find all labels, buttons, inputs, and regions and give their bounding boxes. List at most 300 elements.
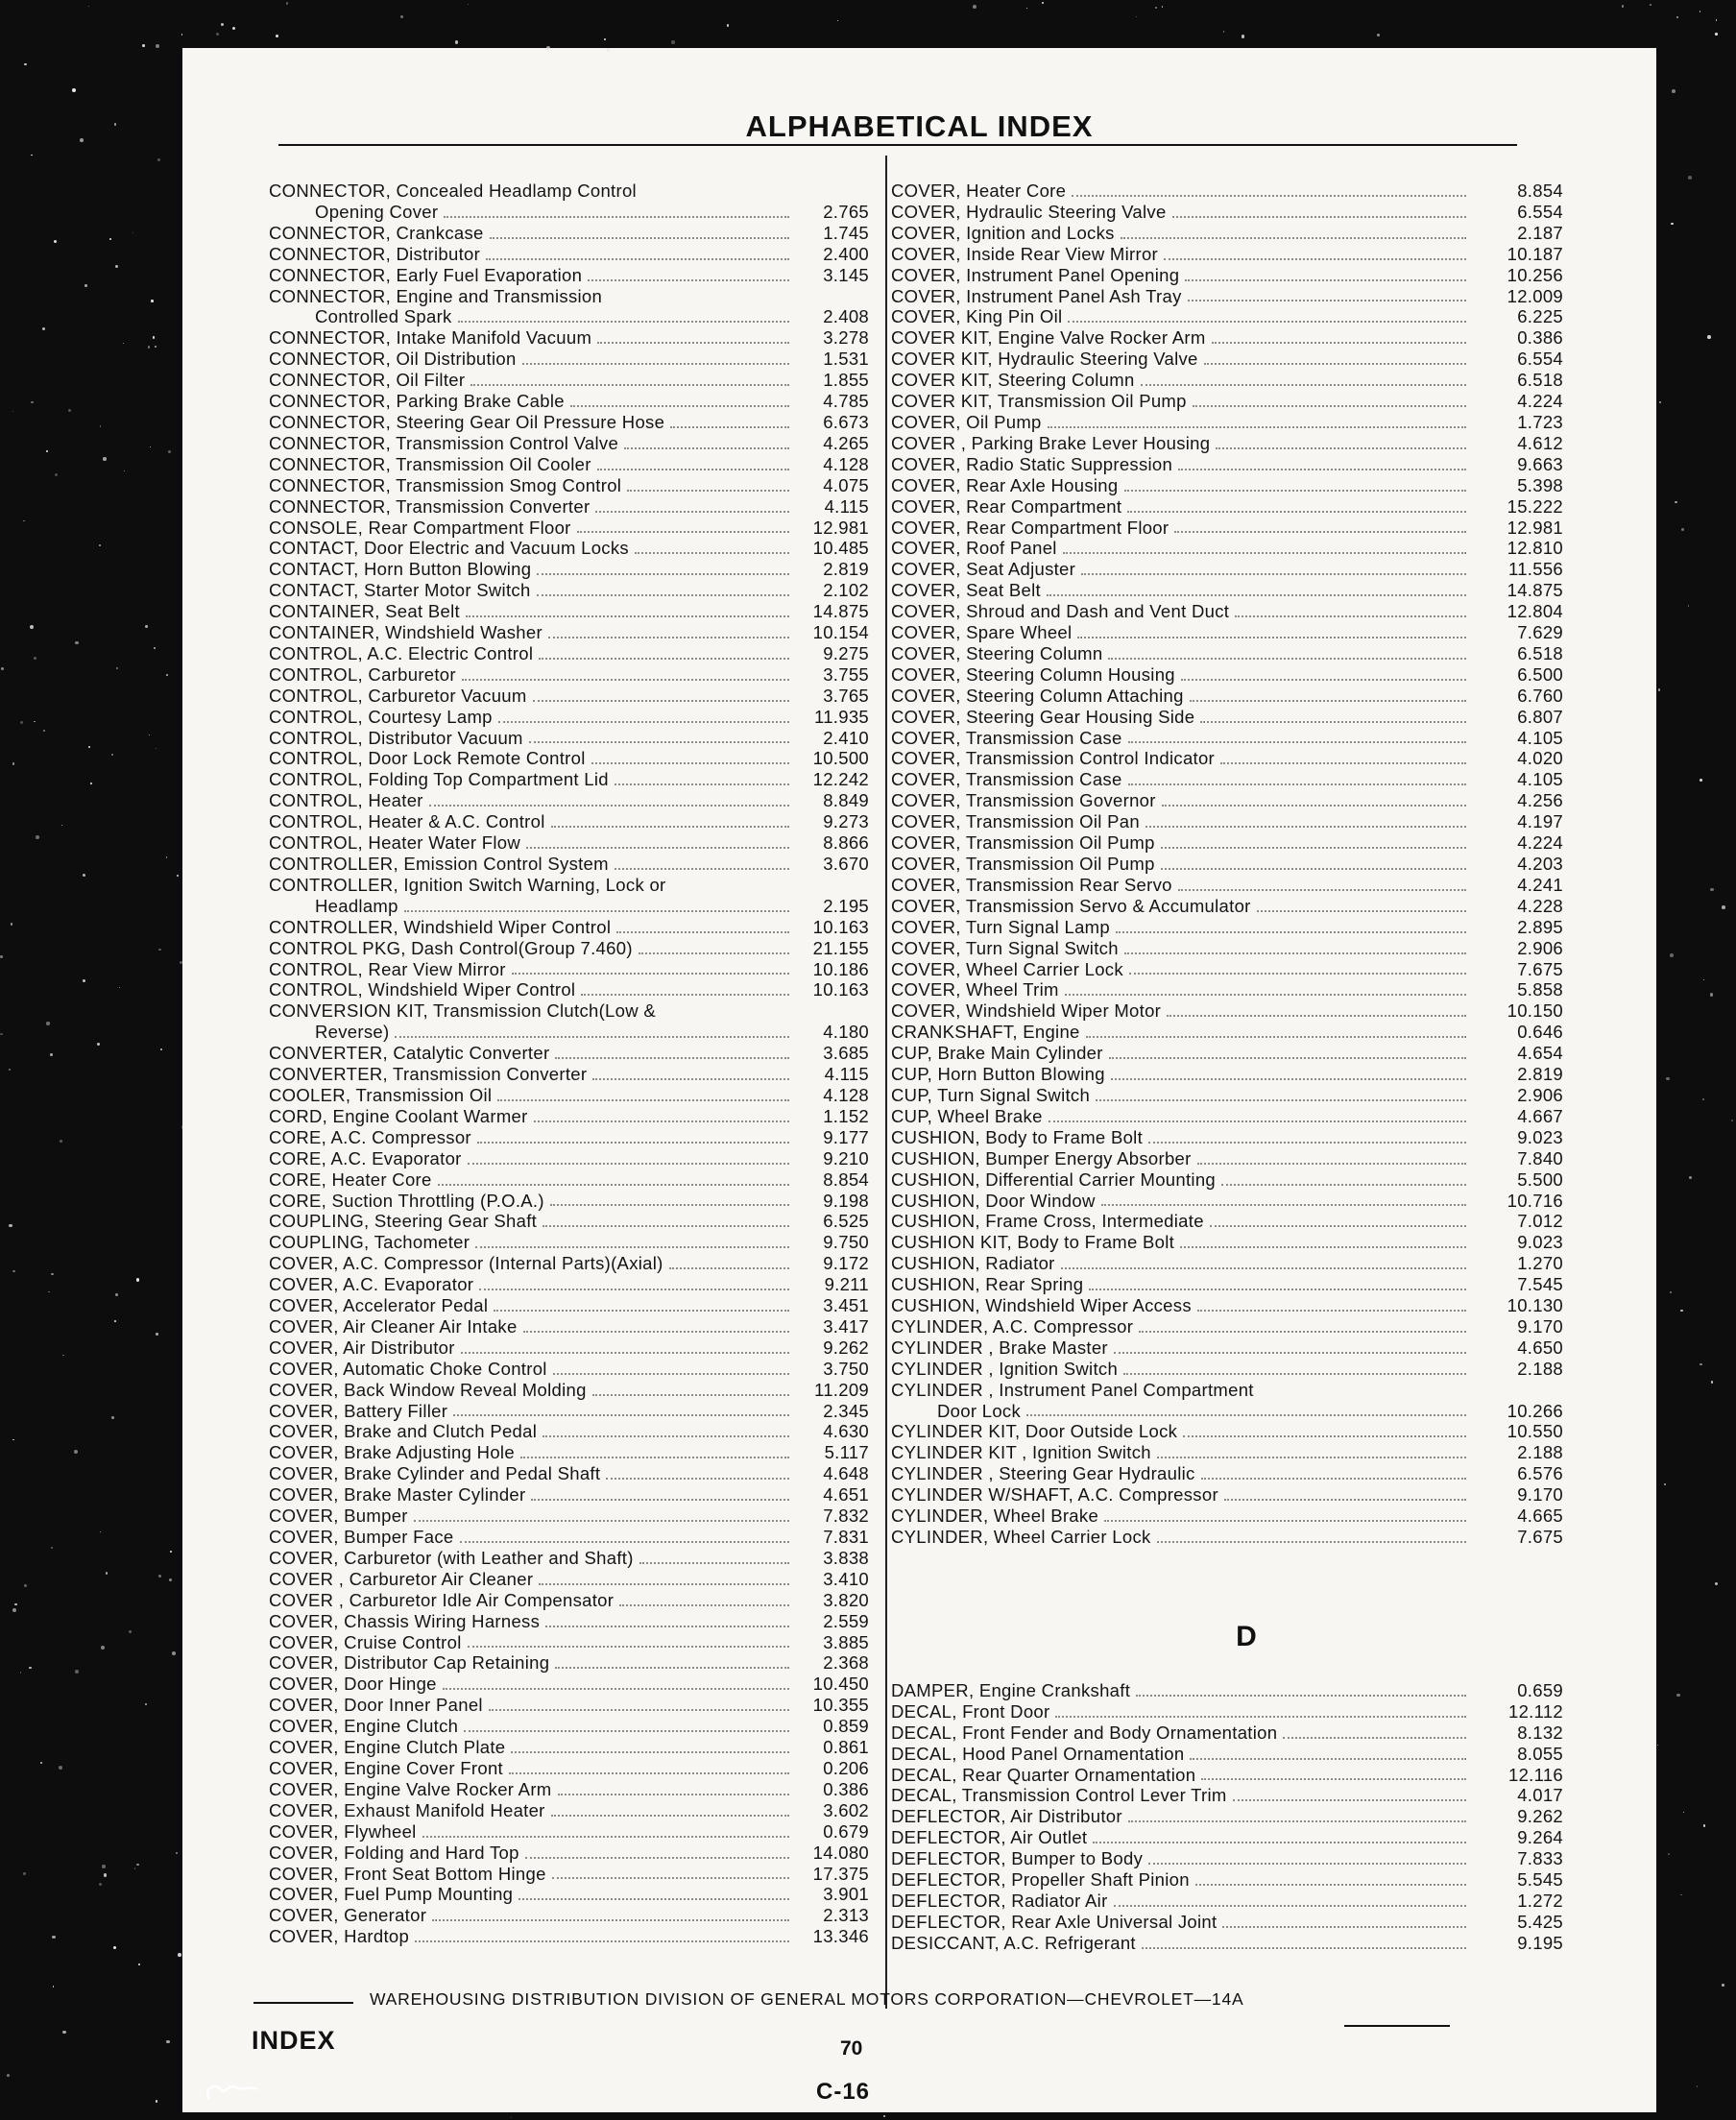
scan-speck (136, 1864, 139, 1867)
index-entry (891, 370, 1563, 391)
scan-speck (75, 1670, 79, 1674)
entry-reference: 7.831 (823, 1527, 869, 1547)
section-letter-d: D (1236, 1620, 1257, 1652)
scan-speck (1689, 1176, 1692, 1179)
entry-reference: 4.020 (1517, 748, 1563, 769)
entry-name: COVER, Shroud and Dash and Vent Duct (891, 601, 1230, 622)
scan-speck (60, 1140, 62, 1143)
entry-reference: 10.256 (1507, 264, 1563, 285)
index-entry (891, 1827, 1563, 1848)
entry-name: Reverse) (315, 1022, 390, 1043)
entry-reference: 4.228 (1517, 895, 1563, 916)
leader-dots (1116, 931, 1466, 933)
entry-reference: 6.673 (823, 411, 869, 432)
leader-dots (1183, 1435, 1466, 1437)
index-entry (891, 854, 1563, 875)
scan-speck (54, 240, 57, 243)
leader-dots (1167, 1015, 1466, 1017)
entry-name: CUSHION, Body to Frame Bolt (891, 1126, 1144, 1147)
scan-speck (607, 48, 611, 52)
entry-name: COVER, Radio Static Suppression (891, 453, 1173, 474)
index-entry (891, 938, 1563, 959)
entry-name: DEFLECTOR, Bumper to Body (891, 1848, 1144, 1869)
entry-reference: 10.716 (1507, 1190, 1563, 1211)
index-entry (891, 643, 1563, 664)
entry-reference: 10.485 (812, 538, 869, 559)
scan-speck (14, 1603, 16, 1605)
entry-name: CONTROL PKG, Dash Control(Group 7.460) (269, 937, 633, 958)
entry-name: CONVERTER, Catalytic Converter (269, 1043, 550, 1064)
index-entry (269, 938, 869, 959)
leader-dots (1172, 216, 1466, 218)
scan-speck (1716, 19, 1718, 21)
scan-speck (1697, 2085, 1699, 2087)
entry-name: COVER, Fuel Pump Mounting (269, 1884, 514, 1905)
entry-reference: 0.859 (823, 1716, 869, 1737)
page-code: C-16 (816, 2079, 871, 2105)
leader-dots (512, 973, 789, 975)
index-entry (269, 1442, 869, 1463)
scan-speck (1, 667, 4, 670)
entry-reference: 7.545 (1517, 1274, 1563, 1295)
scan-speck (157, 158, 161, 162)
leader-dots (1086, 1036, 1466, 1038)
scan-speck (1676, 16, 1678, 18)
leader-dots (1161, 847, 1466, 849)
entry-name: COVER, Transmission Oil Pump (891, 832, 1155, 854)
leader-dots (453, 1414, 789, 1416)
leader-dots (537, 594, 789, 596)
leader-dots (619, 1604, 789, 1606)
entry-name: COVER, Seat Belt (891, 580, 1041, 601)
scan-speck (101, 1646, 105, 1650)
leader-dots (558, 1794, 790, 1795)
entry-reference: 0.646 (1517, 1022, 1563, 1043)
entry-name: COVER, Brake Cylinder and Pedal Shaft (269, 1463, 601, 1484)
leader-dots (1063, 552, 1466, 554)
entry-name: CONNECTOR, Transmission Converter (269, 495, 591, 517)
entry-reference: 4.017 (1517, 1785, 1563, 1806)
leader-dots (615, 783, 789, 785)
entry-name: CONTROL, A.C. Electric Control (269, 642, 534, 663)
index-entry (269, 979, 869, 1000)
entry-reference: 8.132 (1517, 1722, 1563, 1743)
leader-dots (509, 1772, 789, 1774)
index-entry (891, 1295, 1563, 1316)
scan-speck (1162, 6, 1164, 8)
leader-dots (1109, 1057, 1466, 1059)
entry-reference: 4.128 (823, 1084, 869, 1105)
entry-reference: 0.679 (823, 1820, 869, 1842)
scan-speck (1711, 1381, 1714, 1384)
index-entry (891, 1744, 1563, 1765)
leader-dots (461, 1352, 789, 1354)
scan-speck (111, 1416, 114, 1419)
entry-reference: 10.150 (1507, 1000, 1563, 1022)
entry-name: COVER, Exhaust Manifold Heater (269, 1799, 545, 1820)
scan-speck (1681, 528, 1684, 531)
entry-reference: 4.651 (823, 1484, 869, 1506)
index-entry (269, 959, 869, 980)
index-entry (891, 811, 1563, 832)
leader-dots (597, 342, 789, 344)
scan-speck (166, 674, 168, 676)
entry-reference: 2.819 (1517, 1064, 1563, 1085)
scan-speck (100, 1531, 101, 1532)
entry-name: DECAL, Hood Panel Ornamentation (891, 1743, 1185, 1764)
entry-name: CONTROL, Heater Water Flow (269, 832, 521, 854)
leader-dots (1233, 1799, 1466, 1801)
leader-dots (639, 952, 789, 954)
entry-reference: 11.935 (813, 706, 869, 727)
scan-speck (111, 754, 113, 756)
leader-dots (577, 531, 789, 533)
index-entry (891, 622, 1563, 643)
leader-dots (1212, 342, 1466, 344)
leader-dots (669, 1267, 789, 1269)
index-entry (891, 1701, 1563, 1722)
entry-reference: 4.256 (1517, 790, 1563, 811)
entry-name: COVER, Roof Panel (891, 538, 1057, 559)
entry-name: CONTROLLER, Windshield Wiper Control (269, 916, 612, 937)
scan-speck (12, 411, 13, 412)
scan-speck (115, 1293, 119, 1297)
entry-name: COVER, Wheel Carrier Lock (891, 958, 1123, 979)
leader-dots (1157, 1457, 1466, 1458)
entry-name: Opening Cover (315, 201, 439, 222)
leader-dots (551, 826, 789, 828)
scan-speck (1702, 1098, 1704, 1100)
entry-reference: 4.224 (1517, 391, 1563, 412)
index-entry (269, 1359, 869, 1380)
entry-reference: 0.386 (823, 1778, 869, 1799)
index-entry (269, 832, 869, 854)
index-entry (269, 202, 869, 223)
index-entry (269, 707, 869, 728)
entry-name: COVER, Turn Signal Lamp (891, 916, 1110, 937)
entry-name: CONNECTOR, Steering Gear Oil Pressure Hose (269, 411, 665, 432)
entry-name: COVER, Air Cleaner Air Intake (269, 1315, 518, 1337)
scan-speck (12, 1608, 16, 1612)
index-entry (891, 1806, 1563, 1827)
index-entry (891, 559, 1563, 580)
entry-name: COVER, Bumper (269, 1506, 408, 1527)
footer-rule-left (253, 2002, 353, 2004)
leader-dots (444, 216, 789, 218)
entry-reference: 10.163 (812, 916, 869, 937)
entry-name: COVER, A.C. Evaporator (269, 1274, 474, 1295)
index-entry (269, 1148, 869, 1169)
right-index-column (891, 181, 1563, 1954)
entry-reference: 0.659 (1517, 1679, 1563, 1700)
entry-reference: 12.242 (812, 769, 869, 790)
entry-name: COVER, Transmission Governor (891, 790, 1156, 811)
title-rule (278, 144, 1517, 146)
index-entry (891, 1785, 1563, 1806)
leader-dots (422, 1836, 789, 1838)
entry-name: COVER, A.C. Compressor (Internal Parts)(Axial) (269, 1253, 663, 1274)
entry-name: CONVERSION KIT, Transmission Clutch(Low & (269, 1000, 656, 1022)
entry-reference: 2.906 (1517, 1084, 1563, 1105)
leader-dots (518, 1898, 789, 1900)
scan-speck (104, 1873, 107, 1876)
entry-reference: 9.210 (823, 1147, 869, 1168)
index-entry (269, 475, 869, 496)
scan-speck (1658, 688, 1660, 690)
entry-reference: 10.266 (1507, 1400, 1563, 1421)
entry-name: COVER, Transmission Oil Pan (891, 811, 1140, 832)
index-entry (269, 327, 869, 349)
entry-name: CONNECTOR, Parking Brake Cable (269, 391, 565, 412)
entry-name: CYLINDER , Instrument Panel Compartment (891, 1379, 1254, 1400)
index-entry (891, 327, 1563, 349)
index-entry (891, 748, 1563, 769)
entry-reference: 4.665 (1517, 1506, 1563, 1527)
entry-reference: 9.750 (823, 1232, 869, 1253)
entry-name: CUSHION, Rear Spring (891, 1274, 1084, 1295)
entry-reference: 9.211 (824, 1274, 869, 1295)
entry-name: COVER, Front Seat Bottom Hinge (269, 1863, 546, 1884)
entry-name: COVER, Windshield Wiper Motor (891, 1000, 1162, 1022)
leader-dots (415, 1940, 789, 1942)
leader-dots (1200, 721, 1466, 723)
entry-reference: 5.398 (1517, 474, 1563, 495)
entry-reference: 4.105 (1517, 727, 1563, 748)
leader-dots (555, 1057, 789, 1059)
index-entry (269, 433, 869, 454)
entry-name: COVER, Cruise Control (269, 1631, 462, 1652)
leader-dots (550, 1204, 789, 1206)
entry-reference: 8.854 (823, 1168, 869, 1190)
index-entry (891, 790, 1563, 811)
leader-dots (1089, 1289, 1466, 1290)
scan-speck (106, 1572, 108, 1574)
entry-name: COVER, Engine Valve Rocker Arm (269, 1778, 552, 1799)
scan-speck (43, 730, 46, 733)
entry-name: COVER, Engine Clutch (269, 1716, 459, 1737)
index-entry (269, 1064, 869, 1085)
scan-speck (221, 23, 224, 26)
scan-speck (12, 1439, 14, 1441)
entry-reference: 10.355 (812, 1695, 869, 1716)
leader-dots (1220, 762, 1466, 764)
index-entry (891, 286, 1563, 307)
entry-reference: 12.112 (1507, 1700, 1563, 1722)
scan-speck (142, 44, 145, 47)
entry-reference: 7.675 (1517, 958, 1563, 979)
index-entry (891, 1148, 1563, 1169)
leader-dots (592, 1078, 789, 1080)
entry-name: COVER, Door Inner Panel (269, 1695, 483, 1716)
entry-name: CORE, Suction Throttling (P.O.A.) (269, 1190, 544, 1211)
index-entry (269, 223, 869, 244)
leader-dots (443, 1688, 789, 1690)
entry-name: COVER, Brake and Clutch Pedal (269, 1421, 538, 1442)
leader-dots (539, 658, 789, 660)
scan-speck (1668, 1853, 1670, 1855)
leader-dots (1048, 426, 1466, 428)
scan-speck (1042, 2, 1044, 4)
entry-name: DEFLECTOR, Propeller Shaft Pinion (891, 1869, 1190, 1891)
index-entry (269, 496, 869, 518)
entry-name: COVER, Chassis Wiring Harness (269, 1610, 541, 1631)
entry-name: CONTROL, Distributor Vacuum (269, 727, 523, 748)
entry-reference: 3.685 (823, 1043, 869, 1064)
entry-reference: 7.675 (1517, 1527, 1563, 1547)
entry-name: CYLINDER KIT, Door Outside Lock (891, 1421, 1178, 1442)
index-entry (891, 875, 1563, 896)
entry-reference: 1.270 (1517, 1253, 1563, 1274)
section-d-entries (891, 1680, 1563, 1954)
leader-dots (464, 1730, 789, 1732)
index-entry (269, 728, 869, 749)
scan-speck (114, 123, 116, 125)
index-entry (269, 748, 869, 769)
scan-speck (468, 4, 469, 5)
index-entry (269, 875, 869, 896)
leader-dots (497, 1099, 789, 1101)
scan-speck (34, 657, 36, 660)
entry-reference: 9.023 (1517, 1126, 1563, 1147)
scan-speck (169, 1578, 172, 1581)
entry-reference: 3.145 (823, 264, 869, 285)
index-entry (891, 181, 1563, 202)
entry-name: COVER, Rear Compartment Floor (891, 517, 1169, 538)
entry-reference: 8.849 (823, 790, 869, 811)
leader-dots (477, 1142, 789, 1144)
footer-rule-right (1344, 2025, 1450, 2027)
index-entry (269, 1590, 869, 1611)
leader-dots (635, 552, 789, 554)
index-entry (269, 349, 869, 370)
entry-name: COVER KIT, Engine Valve Rocker Arm (891, 327, 1206, 349)
leader-dots (533, 700, 789, 702)
index-entry (269, 1000, 869, 1022)
scan-speck (973, 5, 976, 9)
index-entry (269, 306, 869, 327)
entry-name: CYLINDER KIT , Ignition Switch (891, 1442, 1151, 1463)
scan-speck (154, 647, 156, 649)
scan-speck (1683, 1812, 1684, 1813)
index-entry (891, 1484, 1563, 1506)
entry-reference: 1.745 (823, 222, 869, 243)
entry-reference: 11.556 (1507, 559, 1563, 580)
scan-speck (12, 762, 15, 765)
entry-name: COVER, Transmission Control Indicator (891, 748, 1216, 769)
entry-name: COVER, Hydraulic Steering Valve (891, 201, 1167, 222)
leader-dots (1124, 952, 1466, 954)
scan-speck (145, 625, 148, 628)
entry-reference: 2.408 (823, 306, 869, 327)
entry-reference: 6.518 (1517, 642, 1563, 663)
entry-name: COVER, Steering Column Housing (891, 663, 1175, 685)
index-entry (269, 1169, 869, 1191)
index-entry (269, 622, 869, 643)
entry-name: COVER, Transmission Rear Servo (891, 874, 1172, 895)
leader-dots (542, 1225, 789, 1227)
entry-name: COVER , Carburetor Air Cleaner (269, 1568, 534, 1589)
scan-speck (42, 327, 45, 330)
scan-speck (113, 1946, 116, 1949)
scan-speck (883, 2115, 885, 2117)
entry-name: COVER, Steering Column Attaching (891, 685, 1184, 706)
entry-reference: 0.386 (1517, 327, 1563, 349)
index-entry (269, 1295, 869, 1316)
scan-speck (148, 346, 150, 348)
leader-dots (1072, 195, 1466, 197)
entry-reference: 7.012 (1517, 1211, 1563, 1232)
scan-speck (119, 987, 120, 988)
leader-dots (595, 511, 789, 513)
leader-dots (624, 447, 789, 449)
index-entry (891, 1680, 1563, 1701)
leader-dots (520, 1457, 789, 1458)
leader-dots (570, 405, 789, 407)
entry-reference: 1.855 (823, 370, 869, 391)
leader-dots (494, 1310, 789, 1312)
column-divider (885, 156, 887, 2009)
scan-speck (31, 155, 32, 156)
leader-dots (1128, 783, 1466, 785)
scan-speck (727, 24, 730, 27)
leader-dots (1180, 1246, 1466, 1248)
leader-dots (1129, 973, 1466, 975)
index-entry (891, 1380, 1563, 1401)
entry-reference: 3.755 (823, 663, 869, 685)
scan-speck (1671, 223, 1673, 225)
index-entry (891, 1000, 1563, 1022)
index-entry (269, 1548, 869, 1569)
scan-speck (1700, 1363, 1701, 1365)
index-entry (269, 580, 869, 601)
leader-dots (1210, 1225, 1466, 1227)
leader-dots (1127, 511, 1466, 513)
index-entry (269, 1106, 869, 1127)
entry-name: CUSHION, Door Window (891, 1190, 1096, 1211)
index-entry (269, 1274, 869, 1295)
leader-dots (1111, 1078, 1466, 1080)
index-entry (891, 349, 1563, 370)
page-number: 70 (840, 2037, 863, 2060)
scan-speck (75, 641, 78, 644)
entry-name: CONNECTOR, Transmission Oil Cooler (269, 453, 591, 474)
index-entry (269, 1022, 869, 1043)
handwritten-mark-icon (200, 2072, 267, 2110)
leader-dots (522, 363, 789, 365)
scan-speck (24, 63, 26, 65)
entry-name: COVER, Flywheel (269, 1820, 417, 1842)
entry-reference: 9.275 (823, 642, 869, 663)
leader-dots (1235, 615, 1466, 617)
leader-dots (486, 258, 789, 260)
scan-speck (80, 138, 84, 142)
leader-dots (592, 1394, 789, 1396)
index-entry (269, 1043, 869, 1064)
entry-name: COVER, Automatic Choke Control (269, 1358, 547, 1379)
index-entry (269, 538, 869, 559)
index-entry (891, 1869, 1563, 1891)
scan-speck (55, 473, 59, 477)
scan-speck (1622, 5, 1624, 7)
index-entry (891, 1421, 1563, 1442)
entry-name: COVER, Instrument Panel Ash Tray (891, 285, 1182, 306)
leader-dots (1201, 1778, 1466, 1780)
entry-name: CONTROL, Carburetor (269, 663, 456, 685)
entry-name: COVER , Parking Brake Lever Housing (891, 432, 1211, 453)
index-entry (891, 1085, 1563, 1106)
entry-reference: 3.410 (823, 1568, 869, 1589)
leader-dots (429, 805, 789, 807)
